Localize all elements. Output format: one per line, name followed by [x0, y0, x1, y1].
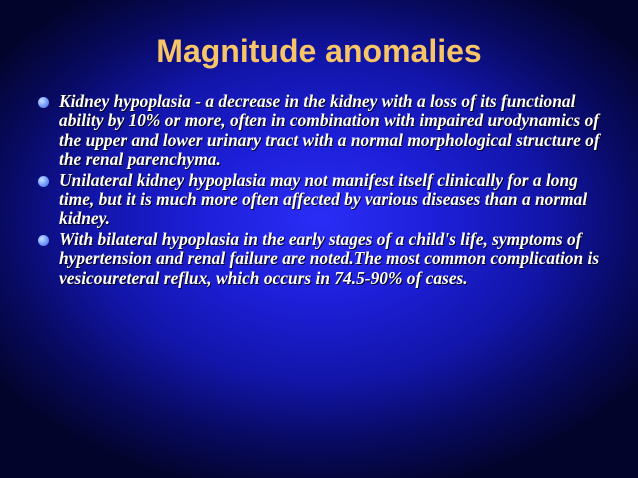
- bullet-list: [38, 92, 608, 289]
- slide-title: Magnitude anomalies: [156, 33, 482, 69]
- bullet-text: Kidney hypoplasia - a decrease in the kidney with a loss of its functional ability by 10% or more, often in combination with impaired urodynamics of the upper and lower urinary tract with a normal morphological structure of the renal parenchyma.: [59, 91, 600, 170]
- bullet-item: [38, 230, 608, 288]
- bullet-text: With bilateral hypoplasia in the early stages of a child's life, symptoms of hypertension and renal failure are noted.The most common complication is vesicoureteral reflux, which occurs in 74.5-90% of cases.: [59, 228, 600, 288]
- bullet-dot-icon: [38, 176, 49, 187]
- bullet-text: Unilateral kidney hypoplasia may not manifest itself clinically for a long time, but it is much more often affected by various diseases than a normal kidney.: [59, 169, 588, 229]
- bullet-item: [38, 171, 608, 229]
- bullet-dot-icon: [38, 97, 49, 108]
- bullet-item: [38, 92, 608, 170]
- bullet-dot-icon: [38, 235, 49, 246]
